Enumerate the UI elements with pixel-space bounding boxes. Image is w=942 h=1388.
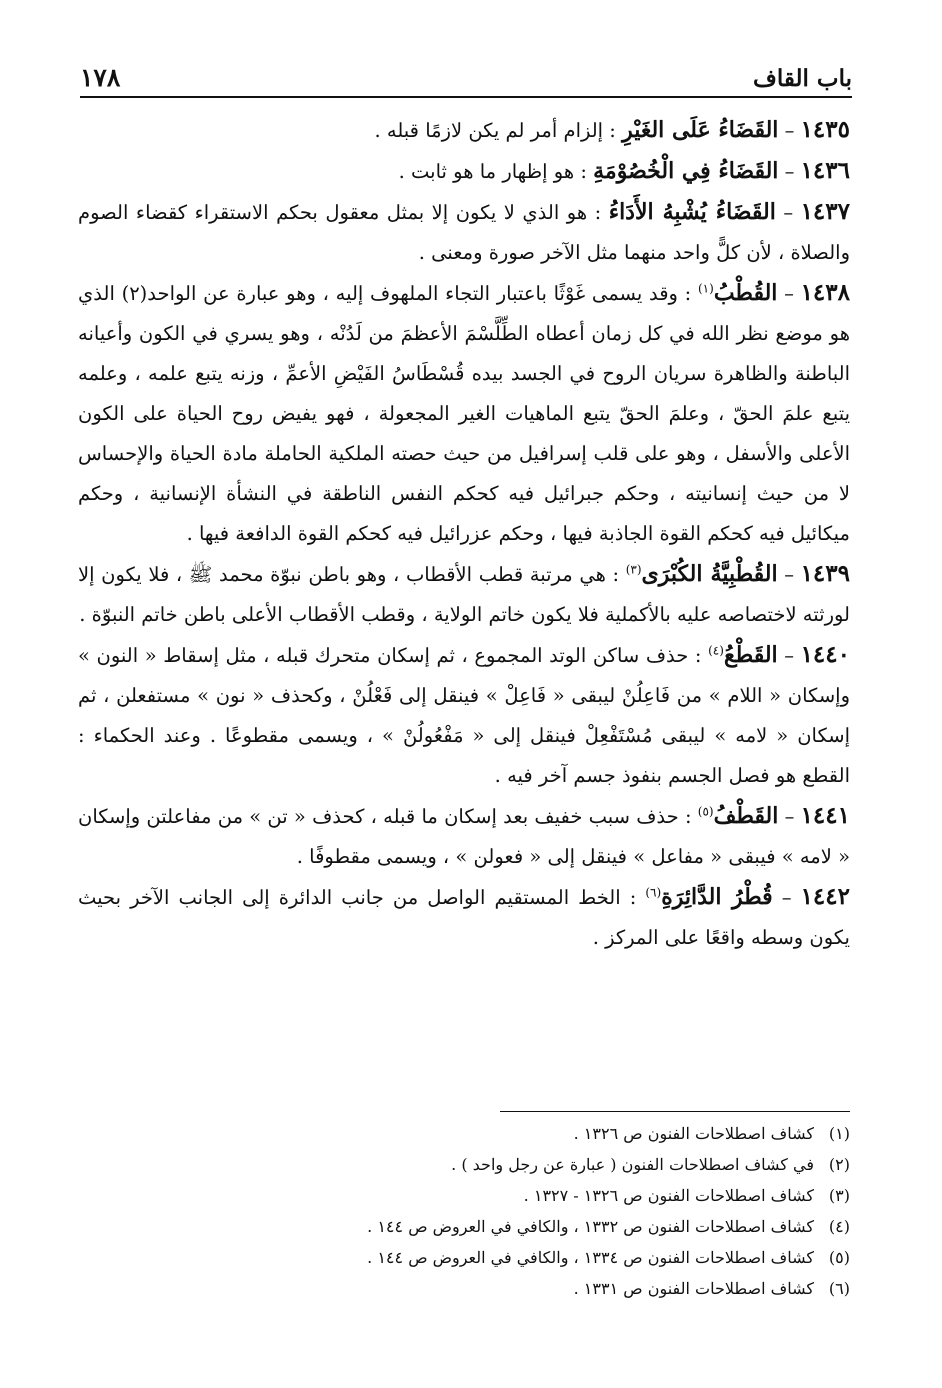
footnote-text: في كشاف اصطلاحات الفنون ( عبارة عن رجل واحد ) . bbox=[451, 1155, 814, 1174]
entry-number: ١٤٣٩ bbox=[800, 560, 850, 587]
entry-text: : حذف ساكن الوتد المجموع ، ثم إسكان متحرك قبله ، مثل إسقاط « النون » وإسكان « اللام » من فَاعِلُنْ ليبقى « فَاعِلْ » فينقل إلى فَعْلُنْ ، وكحذف « نون » مستفعلن ، ثم إسكان « لامه » ليبقى مُسْتَفْعِلْ فينقل إلى « مَفْعُولُنْ » ، ويسمى مقطوعًا . وعند الحكماء : القطع هو فصل الجسم بنفوذ جسم آخر فيه . bbox=[78, 644, 850, 787]
footnote-text: كشاف اصطلاحات الفنون ص ١٣٢٦ - ١٣٢٧ . bbox=[523, 1186, 814, 1205]
footnote-2 bbox=[78, 1149, 850, 1180]
entry-1435: ١٤٣٥ – القَضَاءُ عَلَى الغَيْرِ : إلزام أمر لم يكن لازمًا قبله . bbox=[374, 116, 850, 143]
entry-1441: ١٤٤١ – القَطْفُ$^{(٥)}$ : حذف سبب خفيف بعد إسكان ما قبله ، كحذف « تن » من مفاعلتن وإسكان « لامه » فيبقى « مفاعل » فينقل إلى « فعولن » ، ويسمى مقطوفًا . bbox=[78, 802, 850, 868]
footnote-text: كشاف اصطلاحات الفنون ص ١٣٢٦ . bbox=[573, 1124, 814, 1143]
entry-term: القَضَاءُ يُشْبِهُ الأَدَاءُ bbox=[608, 199, 776, 225]
entry-term: القَضَاءُ فِي الْخُصُوْمَةِ bbox=[593, 158, 779, 184]
footnote-ref: (٣) bbox=[625, 562, 642, 577]
footnote-number: (٥) bbox=[828, 1248, 850, 1267]
entry-number: ١٤٣٧ bbox=[800, 198, 850, 225]
entry-text: : هو الذي لا يكون إلا بمثل معقول بحكم الاستقراء كقضاء الصوم والصلاة ، لأن كلًّ واحد منهما مثل الآخر صورة ومعنى . bbox=[78, 201, 850, 264]
entry-text: : هي مرتبة قطب الأقطاب ، وهو باطن نبوّة محمد ﷺ ، فلا يكون إلا لورثته لاختصاصه عليه بالأكملية فلا يكون خاتم الولاية ، وقطب الأقطاب الأعلى باطن خاتم النبوّة . bbox=[78, 563, 850, 626]
entry-text: : وقد يسمى غَوْثًا باعتبار التجاء الملهوف إليه ، وهو عبارة عن الواحد(٢) الذي هو موضع نظر الله في كل زمان أعطاه الطِّلَّسْمَ الأعظمَ من لَدُنْه ، وهو يسري في الكون وأعيانه الباطنة والظاهرة سريان الروح في الجسد بيده قُسْطَاسُ الفَيْضِ الأعمِّ ، وزنه يتبع علمه ، وعلمه يتبع علمَ الحقّ ، وعلمَ الحقّ يتبع الماهيات الغير المجعولة ، فهو يفيض روح الحياة على الكون الأعلى والأسفل ، وهو على قلب إسرافيل من حيث حصته الملكية الحاملة مادة الحياة والإحساس لا من حيث إنسانيته ، وحكم جبرائيل فيه كحكم النفس الناطقة في النشأة الإنسانية ، وحكم ميكائيل فيه كحكم القوة الجاذبة فيها ، وحكم عزرائيل فيه كحكم القوة الدافعة فيها . bbox=[78, 282, 850, 545]
footnote-5 bbox=[78, 1242, 850, 1273]
entries-body bbox=[78, 110, 850, 958]
footnote-3 bbox=[78, 1180, 850, 1211]
footnote-ref: (٥) bbox=[697, 804, 714, 819]
entry-text: : هو إظهار ما هو ثابت . bbox=[398, 160, 587, 183]
footnote-text: كشاف اصطلاحات الفنون ص ١٣٣١ . bbox=[573, 1279, 814, 1298]
footnote-number: (٣) bbox=[828, 1186, 850, 1205]
entry-number: ١٤٤٠ bbox=[800, 641, 850, 668]
entry-1438: ١٤٣٨ – القُطْبُ$^{(١)}$ : وقد يسمى غَوْثًا باعتبار التجاء الملهوف إليه ، وهو عبارة عن الواحد(٢) الذي هو موضع نظر الله في كل زمان أعطاه الطِّلَّسْمَ الأعظمَ من لَدُنْه ، وهو يسري في الكون وأعيانه الباطنة والظاهرة سريان الروح في الجسد بيده قُسْطَاسُ الفَيْضِ الأعمِّ ، وزنه يتبع علمه ، وعلمه يتبع علمَ الحقّ ، وعلمَ الحقّ يتبع الماهيات الغير المجعولة ، فهو يفيض روح الحياة على الكون الأعلى والأسفل ، وهو على قلب إسرافيل من حيث حصته الملكية الحاملة مادة الحياة والإحساس لا من حيث إنسانيته ، وحكم جبرائيل فيه كحكم النفس الناطقة في النشأة الإنسانية ، وحكم ميكائيل فيه كحكم القوة الجاذبة فيها ، وحكم عزرائيل فيه كحكم القوة الدافعة فيها . bbox=[78, 279, 850, 545]
entry-1437: ١٤٣٧ – القَضَاءُ يُشْبِهُ الأَدَاءُ : هو الذي لا يكون إلا بمثل معقول بحكم الاستقراء كقضاء الصوم والصلاة ، لأن كلًّ واحد منهما مثل الآخر صورة ومعنى . bbox=[78, 198, 850, 264]
entry-number: ١٤٣٥ bbox=[800, 116, 850, 143]
entry-1436: ١٤٣٦ – القَضَاءُ فِي الْخُصُوْمَةِ : هو إظهار ما هو ثابت . bbox=[398, 157, 850, 184]
entry-number: ١٤٣٦ bbox=[800, 157, 850, 184]
entry-term: القَطْفُ bbox=[713, 803, 779, 829]
footnote-divider bbox=[500, 1111, 850, 1112]
running-header bbox=[80, 56, 852, 98]
entry-text: : إلزام أمر لم يكن لازمًا قبله . bbox=[374, 119, 616, 142]
entry-text: : حذف سبب خفيف بعد إسكان ما قبله ، كحذف « تن » من مفاعلتن وإسكان « لامه » فيبقى « مفاعل » فينقل إلى « فعولن » ، ويسمى مقطوفًا . bbox=[78, 805, 850, 868]
entry-number: ١٤٣٨ bbox=[800, 279, 850, 306]
entry-term: القَطْعُ bbox=[723, 642, 778, 668]
entry-1439: ١٤٣٩ – القُطْبِيَّةُ الكُبْرَى$^{(٣)}$ : هي مرتبة قطب الأقطاب ، وهو باطن نبوّة محمد ﷺ ، فلا يكون إلا لورثته لاختصاصه عليه بالأكملية فلا يكون خاتم الولاية ، وقطب الأقطاب الأعلى باطن خاتم النبوّة . bbox=[78, 560, 850, 626]
footnote-ref: (١) bbox=[697, 281, 714, 296]
footnote-1 bbox=[78, 1118, 850, 1149]
footnote-ref: (٦) bbox=[645, 885, 662, 900]
entry-number: ١٤٤١ bbox=[800, 802, 850, 829]
entry-number: ١٤٤٢ bbox=[800, 883, 850, 910]
footnote-4 bbox=[78, 1211, 850, 1242]
footnote-number: (٦) bbox=[828, 1279, 850, 1298]
chapter-title: باب القاف bbox=[753, 65, 852, 92]
footnote-6 bbox=[78, 1273, 850, 1304]
footnote-number: (٢) bbox=[828, 1155, 850, 1174]
entry-term: القُطْبُ bbox=[713, 280, 778, 306]
footnote-number: (٤) bbox=[828, 1217, 850, 1236]
entry-1442: ١٤٤٢ – قُطْرُ الدَّائِرَةِ$^{(٦)}$ : الخط المستقيم الواصل من جانب الدائرة إلى الجانب الآخر بحيث يكون وسطه واقعًا على المركز . bbox=[78, 883, 850, 949]
entry-term: القُطْبِيَّةُ الكُبْرَى bbox=[641, 561, 778, 587]
entry-term: قُطْرُ الدَّائِرَةِ bbox=[661, 884, 773, 910]
page-number: ١٧٨ bbox=[80, 63, 121, 92]
footnote-text: كشاف اصطلاحات الفنون ص ١٣٣٢ ، والكافي في العروض ص ١٤٤ . bbox=[367, 1217, 814, 1236]
footnote-ref: (٤) bbox=[708, 643, 724, 658]
footnote-text: كشاف اصطلاحات الفنون ص ١٣٣٤ ، والكافي في العروض ص ١٤٤ . bbox=[367, 1248, 814, 1267]
entry-term: القَضَاءُ عَلَى الغَيْرِ bbox=[622, 117, 779, 143]
entry-text: : الخط المستقيم الواصل من جانب الدائرة إلى الجانب الآخر بحيث يكون وسطه واقعًا على المركز . bbox=[78, 886, 850, 949]
footnote-number: (١) bbox=[828, 1124, 850, 1143]
footnotes bbox=[78, 1118, 850, 1304]
entry-1440: ١٤٤٠ – القَطْعُ$^{(٤)}$ : حذف ساكن الوتد المجموع ، ثم إسكان متحرك قبله ، مثل إسقاط « النون » وإسكان « اللام » من فَاعِلُنْ ليبقى « فَاعِلْ » فينقل إلى فَعْلُنْ ، وكحذف « نون » مستفعلن ، ثم إسكان « لامه » ليبقى مُسْتَفْعِلْ فينقل إلى « مَفْعُولُنْ » ، ويسمى مقطوعًا . وعند الحكماء : القطع هو فصل الجسم بنفوذ جسم آخر فيه . bbox=[78, 641, 850, 787]
